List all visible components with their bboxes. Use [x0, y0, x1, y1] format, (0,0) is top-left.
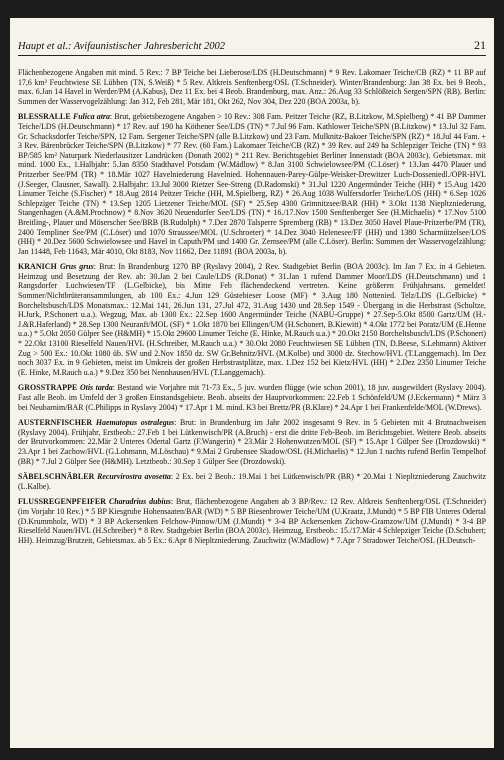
- running-title: Haupt et al.: Avifaunistischer Jahresbericht 2002: [18, 41, 226, 52]
- species-name-latin: Fulica atra: [73, 112, 110, 122]
- species-text: Brut: In Brandenburg 1270 BP (Ryslavy 2004), 2 Rev. Stadtgebiet Berlin (BOA 2003c). Im Jan 7 Ex. in 4 Gebieten. Heimzug und Besetzung der Rev. ab: 30.Jan 2 bei Caule/LDS (R.Donat) * 31.Jan 1 rufend Dammer Moor/LDS (H.Deutschmann) und 1 Rangsdorfer Luchwiesen/TF (L.Gelbicke), bis Mitte Feb flächendeckend vertreten. Keine größeren Frühjahrsans. gemeldet! Sommer/Nichtbrüteransammlungen, ab 100 Ex.: 4.Jun 129 Güstebieser Loose (MF) * 3.Aug 180 Nottenied. Telz/LDS (L.Gelbicke) * Borcheltsbusch/LDS Monatsmax.: 12.Mai 141, 26.Jun 131, 27.Jul 472, 31.Aug 1430 und 28.Sep 1549 - Übergang in die Herbstrast (Schultze, H.Jurk, P.Schonert u.a.). Wegzug, Max. ab 1300 Ex.: 22.Sep 1600 Angermünder Teiche (NABU-Gruppe) * 27.Sep-5.Okt 8500 Gartz/UM (H.-J.&R.Haferland) * 28.Sep 1300 Neuranft/MOL (SF) * 1.Okt 1870 bei Ellingen/UM (H.Schonert, B.Kiewitt) * 4.Okt 1772 bei Poratz/UM (E.Henne u.a.) * 5.Okt 2050 Gülper See (H&MH) * 15.Okt 29600 Linumer Teiche (E. Hinke, M.Rauch u.a.) * 20.Okt 2150 Borcheltsbusch/LDS (P.Schonert) * 22.Okt 13100 Rieselfeld Nauen/HVL (H.Schreiber, M.Rauch u.a.) * 30.Okt 2080 Feuchtwiesen SE Lübben (TN, D.Beese, S.Lehmann) Aktiver Zug > 500 Ex.: 10.Okt 1080 üb. SW und 2.Nov 1850 dz. SW Gr.Behnitz/HVL (M.Kolbe) und 3000 dz. Stechow/HVL (T.Langgemach). Im Dez noch 3037 Ex. in 9 Gebieten, meist im Umkreis der großen Herbstrastplätze, max. 1.Dez 152 bei Kietz/HVL (HH) * 2.Dez 2350 Linumer Teiche (E. Hinke, M.Rauch u.a.) * 9.Dez 350 bei Nennhausen/HVL (T.Langgemach).: [18, 262, 486, 377]
- species-name-latin: Recurvirostra avosetta: [97, 472, 171, 482]
- species-text: Bestand wie Vorjahre mit 71-73 Ex., 5 juv. wurden flügge (wie schon 2001), 18 juv. ausgewildert (Ryslavy 2004). Fast alle Beob. im Umfeld der 3 großen Einstandsgebiete. Beob. abseits der Hauptvorkommen: 22.Feb 1 Schönfeld/UM (J.Eckermann) * März 3 bei Neubarnim/BAR (C.Philipps in Ryslavy 2004) * 17.Apr 1 M. mind. K3 bei Brettz/PR (B.Klare) * 24.Apr 1 bei Frankenfelde/MOL (W.Drews).: [18, 383, 486, 412]
- report-body: [18, 68, 486, 551]
- species-text: Brut, gebietsbezogene Angaben > 10 Rev.: 308 Fam. Peitzer Teiche (RZ, B.Litzkow, M.Spielberg) * 41 BP Dammer Teiche/LDS (H.Deutschmann) * 17 Rev. auf 190 ha Köthener See/LDS (TN) * 7.Jul 96 Fam. Kathlower Teiche/SPN (B.Litzkow) * 13.Jul 32 Fam. Gr. Schacksdorfer Teiche/SPN, 12 Fam. Sergener Teiche/SPN (alle B.Litzkow) und 23 Fam. Mulknitz-Bakoer Teiche/SPN (RZ) * 18.Jul 44 Fam. + 3 Rev. Bärenbrücker Teiche/SPN (B.Litzkow) * 77 Rev. (60 Fam.) Lakomaer Teiche/CB (RZ) * 39 Rev. auf 249 ha Schlepziger Teiche (TN) * 93 BP/585 km² Naturpark Niederlausitzer Landrücken (Donath 2002) * 211 Rev. Berichtsgebiet Berliner Innenstadt (BOA 2003c). Gebietsmax. mit mind. 1000 Ex., 1.Halbjahr: 5.Jan 8350 Stadthavel Potsdam (W.Mädlow) * 8.Jan 3100 Schwielowsee/PM (C.Löser) * 13.Jan 4470 Plauer und Pritzerber See/PM (TR) * 18.Mär 1027 Havelniederung Havelnied. Hohennauen-Parey-Gülpe-Weisker-Drewitzer Luch-Dosseniedl./OPR-HVL (J.Seeger, Clausner, Sawall). 2.Halbjahr: 13.Jul 3000 Rietzer See-Streng (D.Radomski) * 31.Jul 1220 Angermünder Teiche (HH) * 15.Aug 1420 Linumer Teiche (S.Fischer) * 18.Aug 2814 Peitzer Teiche (HH, M.Spielberg, RZ) * 26.Aug 1038 Wulfersdorfer Teiche/LOS (HH) * 6.Sep 1026 Schlepziger Teiche (TN) * 13.Sep 1205 Lietzener Teiche/MOL (SF) * 25.Sep 4300 Grimnitzsee/BAR (HH) * 3.Okt 1138 Niepltzniederung, Stangenhagen (A.&M.Prochnow) * 8.Nov 3620 Neuendorfer See/LDS (TN) * 16./17.Nov 1500 Senftenberger See (H.Michaelis) * 17.Nov 5100 Breitling-, Plauer und Möserscher See/BRB (B.Rudolph) * 7.Dez 2870 Talsperre Spremberg (RB) * 13.Dez 3050 Havel Plaue-Pritzerbe/PM (TR), 2400 Templiner See/PM (C.Löser) und 1070 Straussee/MOL (U.Schroeter) * 14.Dez 3040 Helenesee/FF (HH) und 1380 Scharmützelsee/LOS (HH) * 20.Dez 5600 Schwielowsee und Havel in Caputh/PM und 1400 Gr. Zernsee/PM (alle C.Löser). Berlin: Summen der Wasservogelzählung: Jan 11448, Feb 11643, Mär 4010, Okt 8183, Nov 11662, Dez 11891 (BOA 2003a, b).: [18, 112, 486, 256]
- species-name-german: AUSTERNFISCHER: [18, 418, 93, 428]
- species-entry-kranich: KRANICH Grus grus: Brut: In Brandenburg 1270 BP (Ryslavy 2004), 2 Rev. Stadtgebiet Berlin (BOA 2003c). Im Jan 7 Ex. in 4 Gebieten. Heimzug und Besetzung der Rev. ab: 30.Jan 2 bei Caule/LDS (R.Donat) * 31.Jan 1 rufend Dammer Moor/LDS (H.Deutschmann) und 1 Rangsdorfer Luchwiesen/TF (L.Gelbicke), bis Mitte Feb flächendeckend vertreten. Keine größeren Frühjahrsans. gemeldet! Sommer/Nichtbrüteransammlungen, ab 100 Ex.: 4.Jun 129 Güstebieser Loose (MF) * 3.Aug 180 Nottenied. Telz/LDS (L.Gelbicke) * Borcheltsbusch/LDS Monatsmax.: 12.Mai 141, 26.Jun 131, 27.Jul 472, 31.Aug 1430 und 28.Sep 1549 - Übergang in die Herbstrast (Schultze, H.Jurk, P.Schonert u.a.). Wegzug, Max. ab 1300 Ex.: 22.Sep 1600 Angermünder Teiche (NABU-Gruppe) * 27.Sep-5.Okt 8500 Gartz/UM (H.-J.&R.Haferland) * 28.Sep 1300 Neuranft/MOL (SF) * 1.Okt 1870 bei Ellingen/UM (H.Schonert, B.Kiewitt) * 4.Okt 1772 bei Poratz/UM (E.Henne u.a.) * 5.Okt 2050 Gülper See (H&MH) * 15.Okt 29600 Linumer Teiche (E. Hinke, M.Rauch u.a.) * 20.Okt 2150 Borcheltsbusch/LDS (P.Schonert) * 22.Okt 13100 Rieselfeld Nauen/HVL (H.Schreiber, M.Rauch u.a.) * 30.Okt 2080 Feuchtwiesen SE Lübben (TN, D.Beese, S.Lehmann) Aktiver Zug > 500 Ex.: 10.Okt 1080 üb. SW und 2.Nov 1850 dz. SW Gr.Behnitz/HVL (M.Kolbe) und 3000 dz. Stechow/HVL (T.Langgemach). Im Dez noch 3037 Ex. in 9 Gebieten, meist im Umkreis der großen Herbstrastplätze, max. 1.Dez 152 bei Kietz/HVL (HH) * 2.Dez 2350 Linumer Teiche (E. Hinke, M.Rauch u.a.) * 9.Dez 350 bei Nennhausen/HVL (T.Langgemach).: [18, 262, 486, 377]
- entry-text: Flächenbezogene Angaben mit mind. 5 Rev.: 7 BP Teiche bei Lieberose/LDS (H.Deutschmann) * 9 Rev. Lakomaer Teiche/CB (RZ) * 11 BP auf 17,6 km² Feuchtwiese SE Lübben (TN, S.Weiß) * 5 Rev. Altkreis Senftenberg/OSL (T.Schneider). Winter/Brandenburg: Jan 38 Ex. bei 9 Beob., max. 6.Jan 14 Havel in Werder/PM (A.Kabus), Dez 11 Ex. bei 4 Beob. Brandenburg, max. Anz.: 26.Aug 33 Schlößteich Sergen/SPN (RB). Berlin: Summen der Wasservogelzählung: Jan 312, Feb 281, Mär 181, Okt 262, Nov 304, Dez 220 (BOA 2003a, b).: [18, 68, 486, 106]
- journal-page: [10, 18, 494, 748]
- species-text: Brut, flächenbezogene Angaben ab 3 BP/Rev.: 12 Rev. Altkreis Senftenberg/OSL (T.Schneider) (im Vorjahr 10 Rev.) * 5 BP Kiesgrube Hohensaaten/BAR (WD) * 5 BP Biesenbrower Teiche/UM (U.Kraatz, J.Mundt) * 5 BP FIB Unteres Odertal (D.Krummholz, WD) * 3 BP Ackersenken Felchow-Pinnow/UM (J.Mundt) * 3-4 BP Ackersenken Zichow-Gramzow/UM (J.Mundt) * 3-4 BP Rieselfeld Nauen/HVL (H.Schreiber) * 8 Rev. Stadtgebiet Berlin (BOA 2003c). Heimzug, Erstbeob.: 15./17.Mär 4 Schlepziger Teiche (D.Schubert; HH). Heimzug/Brutzeit, Gebietsmax. ab 5 Ex.: 6.Apr 8 Niepltzniederung. Zauchwitz (W.Mädlow) * 7.Apr 7 Stradower Teiche/OSL (H.Deutsch-: [18, 497, 487, 545]
- species-text: 2 Ex. bei 2 Beob.: 19.Mai 1 bei Lütkenwisch/PR (BR) * 20.Mai 1 Niepltzniederung Zauchwitz (L.Kalbe).: [18, 472, 486, 491]
- species-name-latin: Grus grus: [59, 262, 94, 272]
- species-name-latin: Haematopus ostralegus: [95, 418, 175, 428]
- species-entry-blessralle: BLESSRALLE Fulica atra: Brut, gebietsbezogene Angaben > 10 Rev.: 308 Fam. Peitzer Teiche (RZ, B.Litzkow, M.Spielberg) * 41 BP Dammer Teiche/LDS (H.Deutschmann) * 17 Rev. auf 190 ha Köthener See/LDS (TN) * 7.Jul 96 Fam. Kathlower Teiche/SPN (B.Litzkow) * 13.Jul 32 Fam. Gr. Schacksdorfer Teiche/SPN, 12 Fam. Sergener Teiche/SPN (alle B.Litzkow) und 23 Fam. Mulknitz-Bakoer Teiche/SPN (RZ) * 18.Jul 44 Fam. + 3 Rev. Bärenbrücker Teiche/SPN (B.Litzkow) * 77 Rev. (60 Fam.) Lakomaer Teiche/CB (RZ) * 39 Rev. auf 249 ha Schlepziger Teiche (TN) * 93 BP/585 km² Naturpark Niederlausitzer Landrücken (Donath 2002) * 211 Rev. Berichtsgebiet Berliner Innenstadt (BOA 2003c). Gebietsmax. mit mind. 1000 Ex., 1.Halbjahr: 5.Jan 8350 Stadthavel Potsdam (W.Mädlow) * 8.Jan 3100 Schwielowsee/PM (C.Löser) * 13.Jan 4470 Plauer und Pritzerber See/PM (TR) * 18.Mär 1027 Havelniederung Havelnied. Hohennauen-Parey-Gülpe-Weisker-Drewitzer Luch-Dosseniedl./OPR-HVL (J.Seeger, Clausner, Sawall). 2.Halbjahr: 13.Jul 3000 Rietzer See-Streng (D.Radomski) * 31.Jul 1220 Angermünder Teiche (HH) * 15.Aug 1420 Linumer Teiche (S.Fischer) * 18.Aug 2814 Peitzer Teiche (HH, M.Spielberg, RZ) * 26.Aug 1038 Wulfersdorfer Teiche/LOS (HH) * 6.Sep 1026 Schlepziger Teiche (TN) * 13.Sep 1205 Lietzener Teiche/MOL (SF) * 25.Sep 4300 Grimnitzsee/BAR (HH) * 3.Okt 1138 Niepltzniederung, Stangenhagen (A.&M.Prochnow) * 8.Nov 3620 Neuendorfer See/LDS (TN) * 16./17.Nov 1500 Senftenberger See (H.Michaelis) * 17.Nov 5100 Breitling-, Plauer und Möserscher See/BRB (B.Rudolph) * 7.Dez 2870 Talsperre Spremberg (RB) * 13.Dez 3050 Havel Plaue-Pritzerbe/PM (TR), 2400 Templiner See/PM (C.Löser) und 1070 Straussee/MOL (U.Schroeter) * 14.Dez 3040 Helenesee/FF (HH) und 1380 Scharmützelsee/LOS (HH) * 20.Dez 5600 Schwielowsee und Havel in Caputh/PM und 1400 Gr. Zernsee/PM (alle C.Löser). Berlin: Summen der Wasservogelzählung: Jan 11448, Feb 11643, Mär 4010, Okt 8183, Nov 11662, Dez 11891 (BOA 2003a, b).: [18, 112, 486, 256]
- intro-paragraph: [18, 68, 486, 106]
- species-name-german: GROSSTRAPPE: [18, 383, 78, 393]
- species-entry-austernfischer: AUSTERNFISCHER Haematopus ostralegus: Brut: in Brandenburg im Jahr 2002 insgesamt 9 Rev. in 5 Gebieten mit 4 Brutnachweisen (Ryslavy 2004). Frühjahr, Erstbeob.: 27.Feb 1 bei Lütkenwisch/PR (A.Bruch) - erst die dritte Feb-Beob. im Berichtsgebiet. Weitere Beob. abseits der Brutvorkommen: 22.Mär 2 Unteres Odertal Gartz (F.Wangerin) * 23.Mär 2 Hohenwutzen/MOL (SF) * 15.Apr 1 Gülper See (Drozdowski) * 23.Apr 1 bei Zachow/HVL (G.Lohmann, M.Löschau) * 9.Mai 2 Grubensee Skadow/OSL (H.Michaelis) * 12.Jun 1 nachts rufend Berlin Tempelhof (BR) * 7.Jul 2 Gülper See (H&MH). Letztbeob.: 30.Sep 1 Gülper See (Drozdowski).: [18, 418, 486, 466]
- species-entry-flussregenpfeifer: FLUSSREGENPFEIFER Charadrius dubius: Brut, flächenbezogene Angaben ab 3 BP/Rev.: 12 Rev. Altkreis Senftenberg/OSL (T.Schneider) (im Vorjahr 10 Rev.) * 5 BP Kiesgrube Hohensaaten/BAR (WD) * 5 BP Biesenbrower Teiche/UM (U.Kraatz, J.Mundt) * 5 BP FIB Unteres Odertal (D.Krummholz, WD) * 3 BP Ackersenken Felchow-Pinnow/UM (J.Mundt) * 3-4 BP Ackersenken Zichow-Gramzow/UM (J.Mundt) * 3-4 BP Rieselfeld Nauen/HVL (H.Schreiber) * 8 Rev. Stadtgebiet Berlin (BOA 2003c). Heimzug, Erstbeob.: 15./17.Mär 4 Schlepziger Teiche (D.Schubert; HH). Heimzug/Brutzeit, Gebietsmax. ab 5 Ex.: 6.Apr 8 Niepltzniederung. Zauchwitz (W.Mädlow) * 7.Apr 7 Stradower Teiche/OSL (H.Deutsch-: [18, 497, 487, 545]
- species-name-german: KRANICH: [18, 262, 57, 272]
- species-entry-saebelschnaebler: SÄBELSCHNÄBLER Recurvirostra avosetta: 2 Ex. bei 2 Beob.: 19.Mai 1 bei Lütkenwisch/PR (BR) * 20.Mai 1 Niepltzniederung Zauchwitz (L.Kalbe).: [18, 472, 486, 491]
- page-number: 21: [474, 38, 486, 52]
- running-header: [18, 38, 486, 56]
- species-text: Brut: in Brandenburg im Jahr 2002 insgesamt 9 Rev. in 5 Gebieten mit 4 Brutnachweisen (Ryslavy 2004). Frühjahr, Erstbeob.: 27.Feb 1 bei Lütkenwisch/PR (A.Bruch) - erst die dritte Feb-Beob. im Berichtsgebiet. Weitere Beob. abseits der Brutvorkommen: 22.Mär 2 Unteres Odertal Gartz (F.Wangerin) * 23.Mär 2 Hohenwutzen/MOL (SF) * 15.Apr 1 Gülper See (Drozdowski) * 23.Apr 1 bei Zachow/HVL (G.Lohmann, M.Löschau) * 9.Mai 2 Grubensee Skadow/OSL (H.Michaelis) * 12.Jun 1 nachts rufend Berlin Tempelhof (BR) * 7.Jul 2 Gülper See (H&MH). Letztbeob.: 30.Sep 1 Gülper See (Drozdowski).: [18, 418, 486, 466]
- species-name-latin: Otis tarda: [79, 383, 113, 393]
- species-name-german: FLUSSREGENPFEIFER: [18, 497, 107, 507]
- species-name-latin: Charadrius dubius: [108, 497, 171, 507]
- species-entry-grosstrappe: GROSSTRAPPE Otis tarda: Bestand wie Vorjahre mit 71-73 Ex., 5 juv. wurden flügge (wie schon 2001), 18 juv. ausgewildert (Ryslavy 2004). Fast alle Beob. im Umfeld der 3 großen Einstandsgebiete. Beob. abseits der Hauptvorkommen: 22.Feb 1 Schönfeld/UM (J.Eckermann) * März 3 bei Neubarnim/BAR (C.Philipps in Ryslavy 2004) * 17.Apr 1 M. mind. K3 bei Brettz/PR (B.Klare) * 24.Apr 1 bei Frankenfelde/MOL (W.Drews).: [18, 383, 486, 412]
- species-name-german: BLESSRALLE: [18, 112, 71, 122]
- species-name-german: SÄBELSCHNÄBLER: [18, 472, 95, 482]
